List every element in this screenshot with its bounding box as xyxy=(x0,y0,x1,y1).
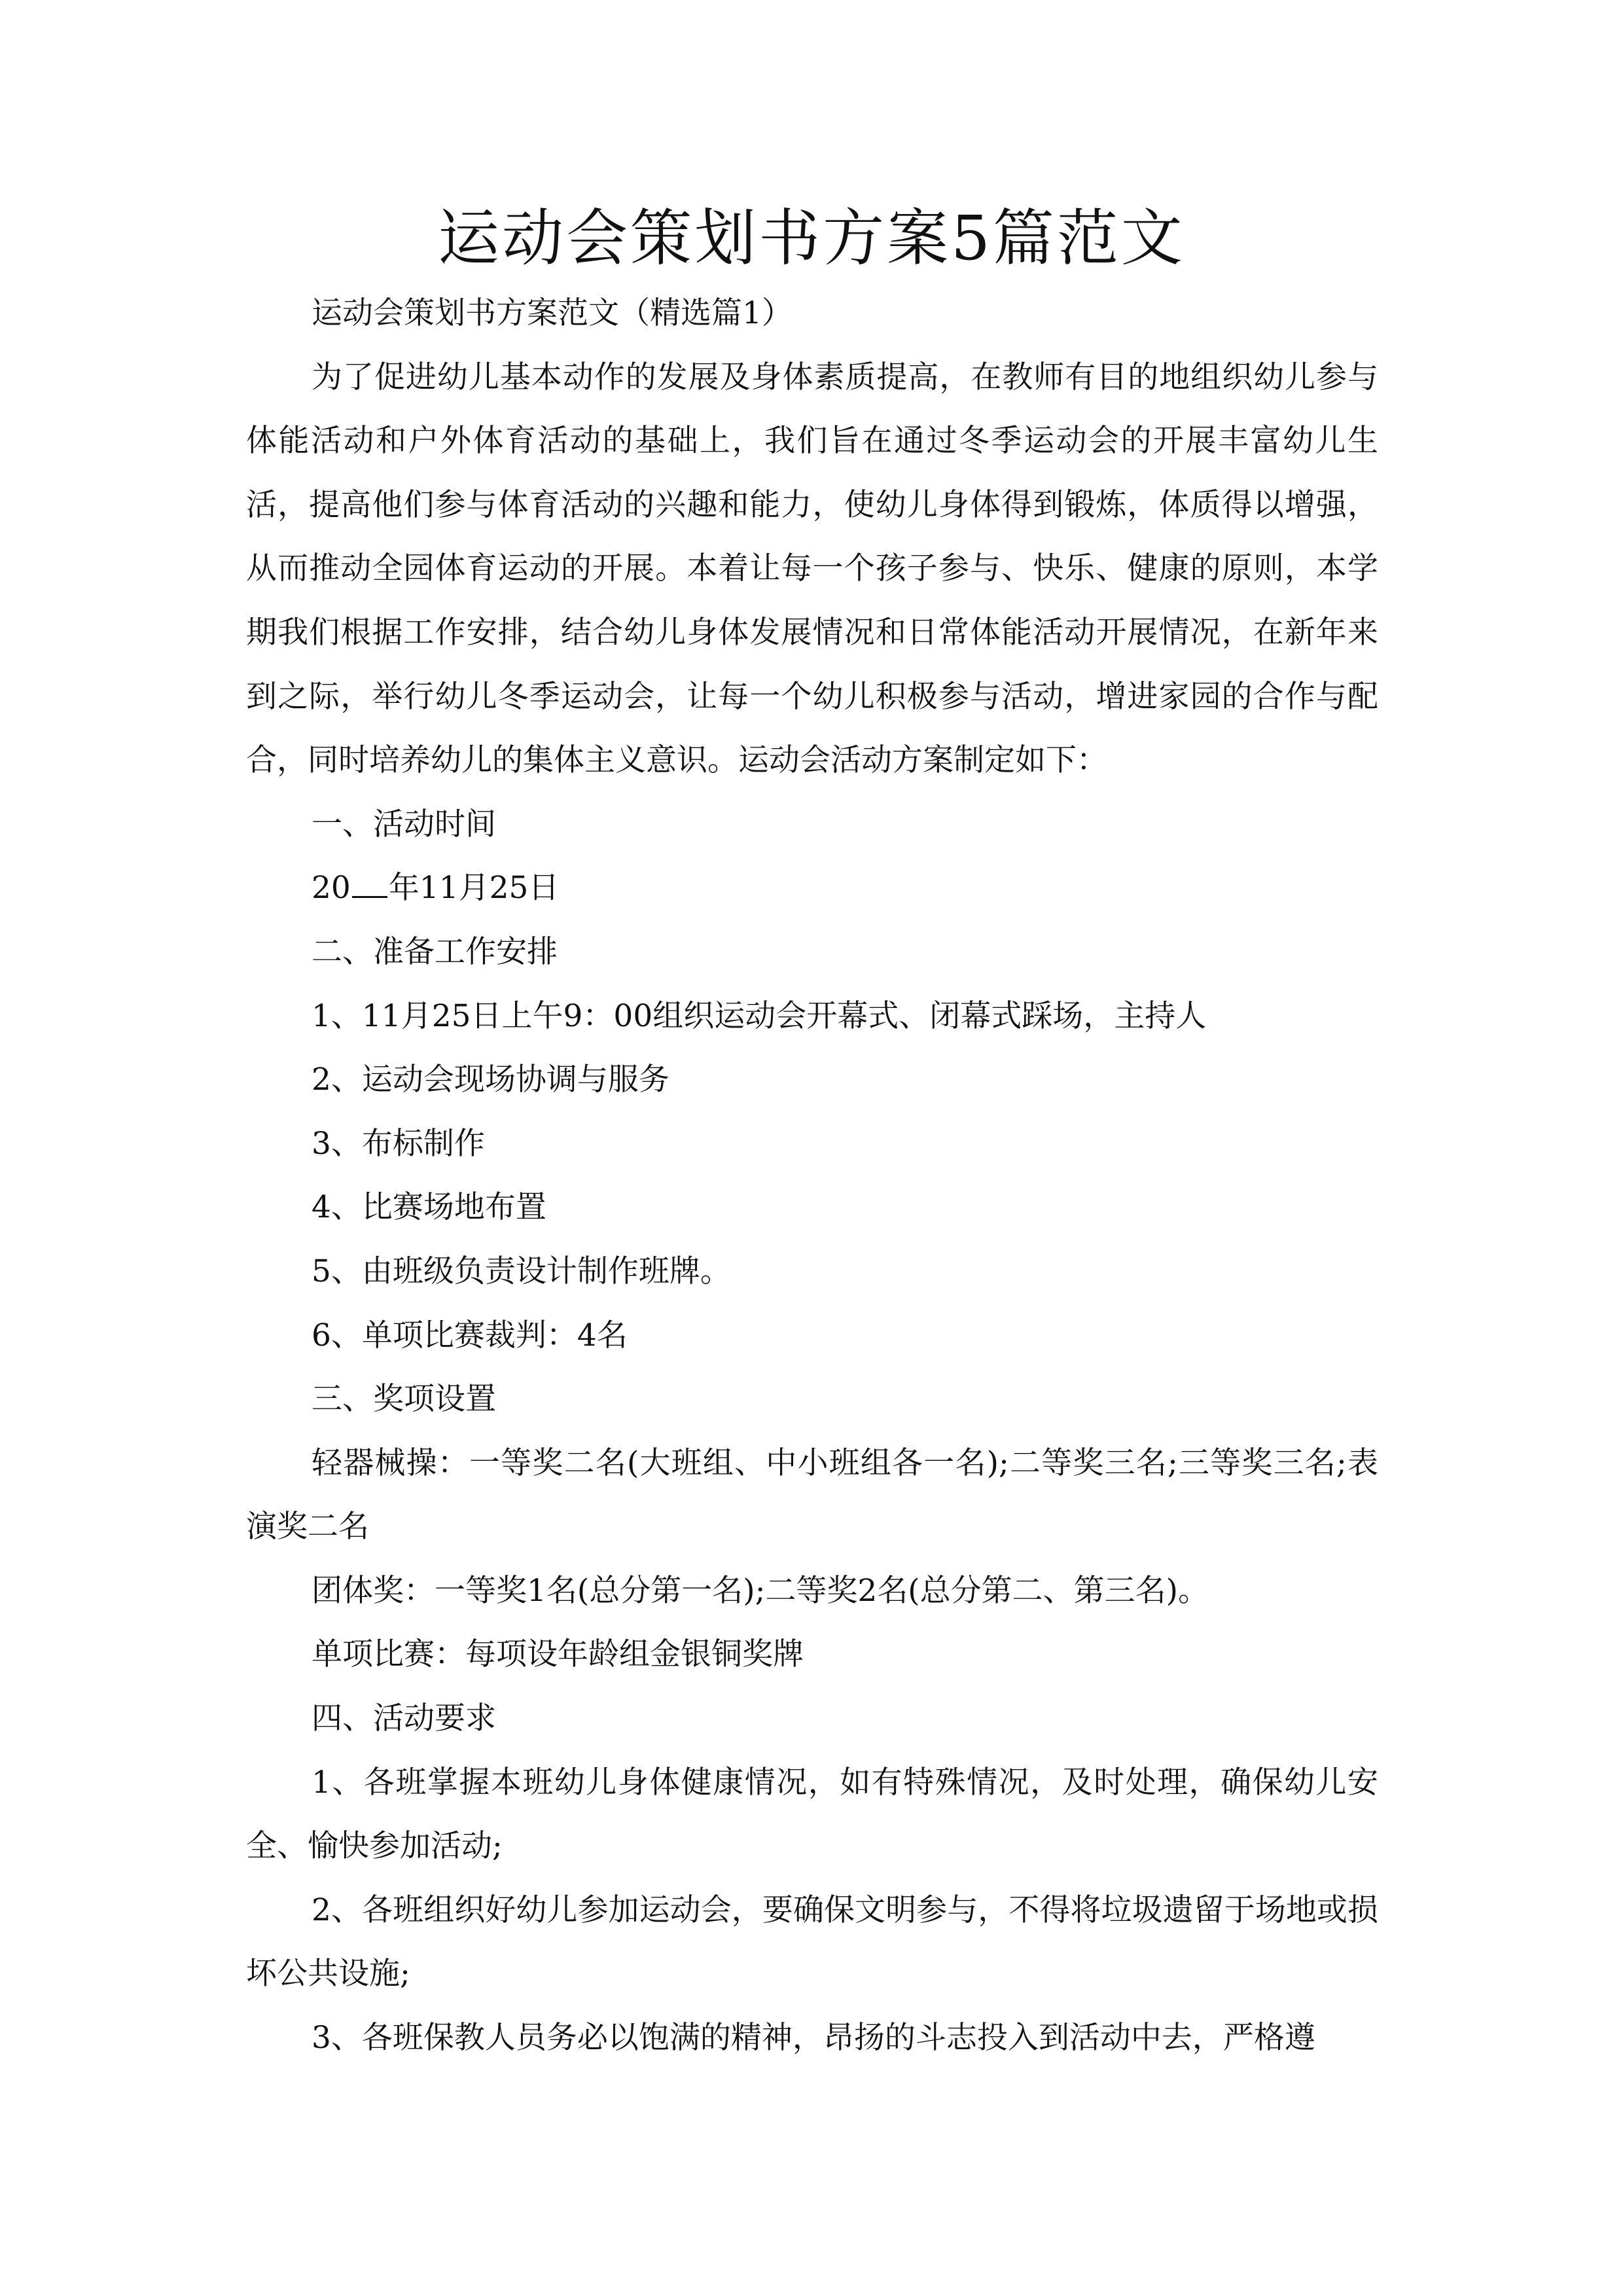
event-date xyxy=(246,856,1378,920)
document-title: 运动会策划书方案5篇范文 xyxy=(438,203,1185,274)
section-subtitle: 运动会策划书方案范文（精选篇1） xyxy=(312,295,793,331)
prep-item-6: 6、单项比赛裁判：4名 xyxy=(312,1317,628,1354)
intro-paragraph: 为了促进幼儿基本动作的发展及身体素质提高，在教师有目的地组织幼儿参与体能活动和户外体育活动的基础上，我们旨在通过冬季运动会的开展丰富幼儿生活，提高他们参与体育活动的兴趣和能力，使幼儿身体得到锻炼，体质得以增强，从而推动全园体育运动的开展。本着让每一个孩子参与、快乐、健康的原则，本学期我们根据工作安排，结合幼儿身体发展情况和日常体能活动开展情况，在新年来到之际，举行幼儿冬季运动会，让每一个幼儿积极参与活动，增进家园的合作与配合，同时培养幼儿的集体主义意识。运动会活动方案制定如下： xyxy=(246,359,1378,779)
award-item-equipment: 轻器械操：一等奖二名(大班组、中小班组各一名);二等奖三名;三等奖三名;表演奖二名 xyxy=(246,1444,1378,1545)
document-body xyxy=(246,281,1378,2070)
prep-item-3: 3、布标制作 xyxy=(312,1125,485,1162)
requirement-item-3: 3、各班保教人员务必以饱满的精神，昂扬的斗志投入到活动中去，严格遵 xyxy=(312,2020,1315,2056)
section-heading-prep: 二、准备工作安排 xyxy=(312,933,558,970)
prep-item-4: 4、比赛场地布置 xyxy=(312,1189,546,1226)
prep-item-5: 5、由班级负责设计制作班牌。 xyxy=(312,1253,731,1289)
award-item-single: 单项比赛：每项设年龄组金银铜奖牌 xyxy=(312,1636,804,1673)
prep-item-2: 2、运动会现场协调与服务 xyxy=(312,1062,669,1098)
requirement-item-1: 1、各班掌握本班幼儿身体健康情况，如有特殊情况，及时处理，确保幼儿安全、愉快参加活动; xyxy=(246,1764,1378,1865)
date-year-prefix: 20 xyxy=(312,870,351,906)
section-heading-time: 一、活动时间 xyxy=(312,806,496,842)
requirement-item-2: 2、各班组织好幼儿参加运动会，要确保文明参与，不得将垃圾遗留于场地或损坏公共设施; xyxy=(246,1892,1378,1992)
section-heading-awards: 三、奖项设置 xyxy=(312,1381,496,1418)
section-heading-requirements: 四、活动要求 xyxy=(312,1700,496,1737)
award-item-team: 团体奖：一等奖1名(总分第一名);二等奖2名(总分第二、第三名)。 xyxy=(312,1572,1209,1609)
date-suffix: 年11月25日 xyxy=(388,870,560,906)
prep-item-1: 1、11月25日上午9：00组织运动会开幕式、闭幕式踩场，主持人 xyxy=(312,997,1207,1034)
date-blank-underline xyxy=(352,870,387,898)
